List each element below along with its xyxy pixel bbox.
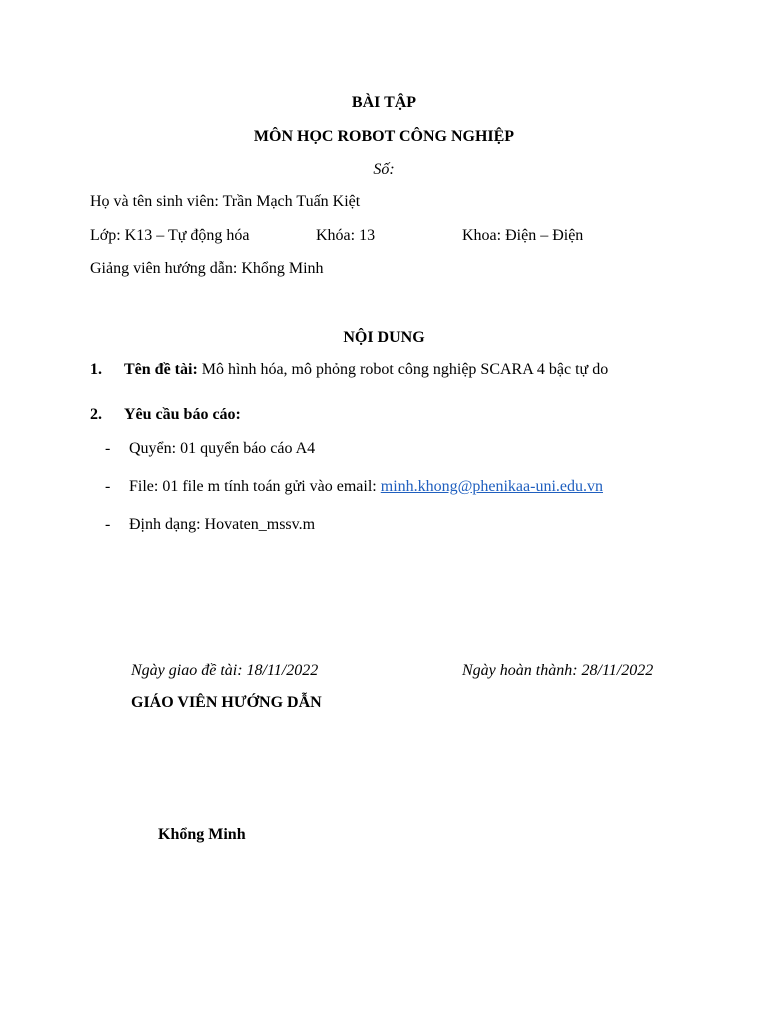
item-number: 1. (90, 361, 102, 378)
bullet-dash: - (105, 440, 111, 457)
number-label: Số: (373, 161, 395, 178)
topic-text: Mô hình hóa, mô phỏng robot công nghiệp SCARA 4 bậc tự do (197, 361, 609, 378)
item-number: 2. (90, 406, 102, 423)
topic-item (90, 362, 608, 378)
bullet-item (105, 517, 315, 533)
student-name: Họ và tên sinh viên: Trần Mạch Tuấn Kiệt (90, 193, 361, 210)
bullet-text: Định dạng: Hovaten_mssv.m (129, 516, 316, 533)
course-title: MÔN HỌC ROBOT CÔNG NGHIỆP (253, 128, 515, 145)
bullet-dash: - (105, 478, 111, 495)
document-title: BÀI TẬP (351, 94, 417, 111)
bullet-dash: - (105, 516, 111, 533)
class-info: Lớp: K13 – Tự động hóa (90, 227, 250, 244)
advisor-signature-name: Khổng Minh (158, 826, 246, 843)
report-requirements-item (90, 407, 241, 423)
advisor-info: Giảng viên hướng dẫn: Khổng Minh (90, 260, 324, 277)
bullet-item (105, 479, 603, 495)
faculty-info: Khoa: Điện – Điện (462, 227, 584, 244)
topic-label: Tên đề tài: (124, 361, 198, 378)
content-heading: NỘI DUNG (343, 329, 425, 346)
advisor-title: GIÁO VIÊN HƯỚNG DẪN (131, 694, 322, 711)
bullet-text: Quyển: 01 quyển báo cáo A4 (129, 440, 316, 457)
email-link[interactable]: minh.khong@phenikaa-uni.edu.vn (380, 478, 603, 495)
bullet-text: File: 01 file m tính toán gửi vào email: (129, 478, 381, 495)
requirements-label: Yêu cầu báo cáo: (124, 406, 241, 423)
course-info: Khóa: 13 (316, 227, 376, 244)
bullet-item (105, 441, 315, 457)
due-date: Ngày hoàn thành: 28/11/2022 (462, 662, 654, 679)
assigned-date: Ngày giao đề tài: 18/11/2022 (131, 662, 319, 679)
